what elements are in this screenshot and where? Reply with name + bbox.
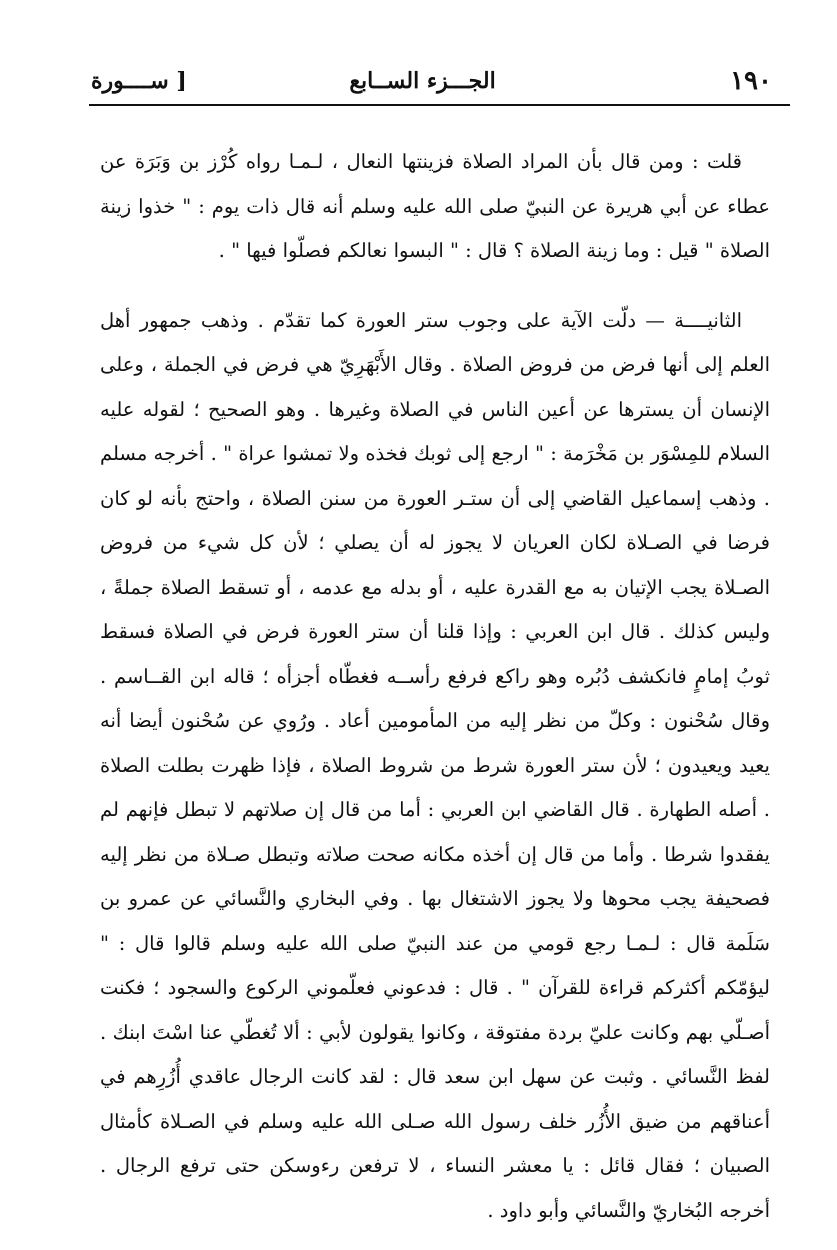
page-header bbox=[91, 62, 772, 106]
header-rule bbox=[89, 104, 790, 106]
paragraph-1: قلت : ومن قال بأن المراد الصلاة فزينتها النعال ، لـمـا رواه كُرْز بن وَبَرَة عن عطاء عن أبي هريرة عن النبيّ صلى الله عليه وسلم أنه قال ذات يوم : " خذوا زينة الصلاة " قيل : وما زينة الصلاة ؟ قال : " البسوا نعالكم فصلّوا فيها " . bbox=[100, 150, 770, 262]
running-title: الجـــزء الســابع bbox=[349, 68, 496, 94]
paragraph-2: الثانيــــة — دلّت الآية على وجوب ستر العورة كما تقدّم . وذهب جمهور أهل العلم إلى أنها فرض من فروض الصلاة . وقال الأَبْهَرِيّ هي فرض في الجملة ، وعلى الإنسان أن يسترها عن أعين الناس في الصلاة وغيرها . وهو الصحيح ؛ لقوله عليه السلام للمِسْوَر بن مَخْرَمة : " ارجع إلى ثوبك فخذه ولا تمشوا عراة " . أخرجه مسلم . وذهب إسماعيل القاضي إلى أن ستـر العورة من سنن الصلاة ، واحتج بأنه لو كان فرضا في الصـلاة لكان العريان لا يجوز له أن يصلي ؛ لأن كل شيء من فروض الصـلاة يجب الإتيان به مع القدرة عليه ، أو بدله مع عدمه ، أو تسقط الصلاة جملةً ، وليس كذلك . قال ابن العربي : وإذا قلنا أن ستر العورة فرض في الصلاة فسقط ثوبُ إمامٍ فانكشف دُبُره وهو راكع فرفع رأســه فغطّاه أجزأه ؛ قاله ابن القــاسم . وقال سُحْنون : وكلّ من نظر إليه من المأمومين أعاد . ورُوي عن سُحْنون أيضا أنه يعيد ويعيدون ؛ لأن ستر العورة شرط من شروط الصلاة ، فإذا ظهرت بطلت الصلاة . أصله الطهارة . قال القاضي ابن العربي : أما من قال إن صلاتهم لا تبطل فإنهم لم يفقدوا شرطا . وأما من قال إن أخذه مكانه صحت صلاته وتبطل صـلاة من نظر إليه فصحيفة يجب محوها ولا يجوز الاشتغال بها . وفي البخاري والنَّسائي عن عمرو بن سَلَمة قال : لـمـا رجع قومي من عند النبيّ صلى الله عليه وسلم قالوا قال : " ليؤمّكم أكثركم قراءة للقرآن " . قال : فدعوني فعلّموني الركوع والسجود ؛ فكنت أصـلّي بهم وكانت عليّ بردة مفتوقة ، وكانوا يقولون لأبي : ألا تُغطّي عنا اسْتَ ابنك . لفظ النَّسائي . وثبت عن سهل ابن سعد قال : لقد كانت الرجال عاقدي أُزُرِهم في أعناقهم من ضيق الأُزُر خلف رسول الله صـلى الله عليه وسلم في الصـلاة كأمثال الصبيان ؛ فقال قائل : يا معشر النساء ، لا ترفعن رءوسكن حتى ترفع الرجال . أخرجه البُخاريّ والنَّسائي وأبو داود . bbox=[100, 308, 770, 1222]
surah-label: [ ســــورة bbox=[91, 68, 187, 94]
body-text bbox=[100, 140, 770, 1233]
page-number: ١٩٠ bbox=[730, 66, 772, 96]
